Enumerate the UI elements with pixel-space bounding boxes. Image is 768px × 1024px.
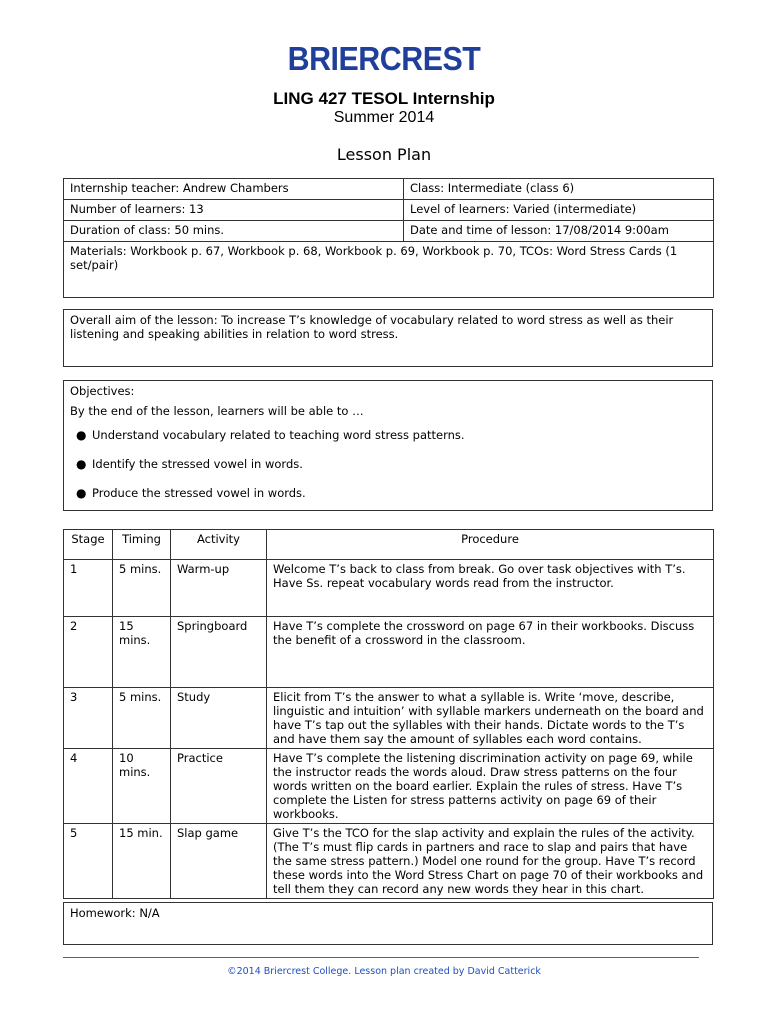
list-item (70, 428, 706, 442)
procedure-cell: Have T’s complete the listening discrimination activity on page 69, while the instructor reads the words aloud. Draw stress patterns on the four words written on the board earlier. Explain the rules of stress. Have T’s complete the Listen for stress patterns activity on page 69 of their workbooks. (267, 749, 714, 824)
stage-cell: 4 (64, 749, 113, 824)
timing-header: Timing (113, 530, 171, 560)
table-row (64, 749, 714, 824)
footer-text: ©2014 Briercrest College. Lesson plan created by David Catterick (227, 966, 541, 977)
procedure-cell: Have T’s complete the crossword on page 67 in their workbooks. Discuss the benefit of a crossword in the classroom. (267, 617, 714, 688)
aim-box (63, 309, 713, 367)
materials-cell: Materials: Workbook p. 67, Workbook p. 68, Workbook p. 69, Workbook p. 70, TCOs: Word Stress Cards (1 set/pair) (64, 242, 714, 298)
procedure-cell: Elicit from T’s the answer to what a syllable is. Write ‘move, describe, linguistic and intuition’ with syllable markers underneath on the board and have T’s tap out the syllables with their hands. Dictate words to the T’s and have them say the amount of syllables each word contains. (267, 688, 714, 749)
stage-cell: 3 (64, 688, 113, 749)
stage-header: Stage (64, 530, 113, 560)
objectives-heading: Objectives: (70, 384, 135, 398)
table-row (64, 560, 714, 617)
learners-cell: Number of learners: 13 (64, 200, 404, 221)
activity-cell: Warm-up (171, 560, 267, 617)
term: Summer 2014 (333, 109, 435, 126)
procedure-cell: Welcome T’s back to class from break. Go over task objectives with T’s. Have Ss. repeat vocabulary words read from the instructor. (267, 560, 714, 617)
timing-cell: 15 mins. (113, 617, 171, 688)
timing-cell: 5 mins. (113, 688, 171, 749)
course-title: LING 427 TESOL Internship (273, 89, 495, 108)
level-cell: Level of learners: Varied (intermediate) (404, 200, 714, 221)
objectives-box (63, 380, 713, 511)
bullet-icon: ● (76, 457, 87, 471)
table-row (64, 617, 714, 688)
activity-cell: Practice (171, 749, 267, 824)
list-item (70, 457, 706, 471)
teacher-cell: Internship teacher: Andrew Chambers (64, 179, 404, 200)
procedure-header-row (64, 530, 714, 560)
timing-cell: 10 mins. (113, 749, 171, 824)
info-row (64, 221, 714, 242)
info-row (64, 200, 714, 221)
list-item (70, 486, 706, 500)
info-table (63, 178, 714, 298)
activity-cell: Springboard (171, 617, 267, 688)
bullet-icon: ● (76, 486, 87, 500)
stage-cell: 1 (64, 560, 113, 617)
activity-header: Activity (171, 530, 267, 560)
bullet-icon: ● (76, 428, 87, 442)
homework-text: Homework: N/A (70, 906, 160, 920)
procedure-header: Procedure (267, 530, 714, 560)
footer-divider (63, 957, 699, 958)
stage-cell: 2 (64, 617, 113, 688)
class-cell: Class: Intermediate (class 6) (404, 179, 714, 200)
timing-cell: 5 mins. (113, 560, 171, 617)
page-title: Lesson Plan (336, 145, 432, 164)
duration-cell: Duration of class: 50 mins. (64, 221, 404, 242)
table-row (64, 688, 714, 749)
objective-text: Understand vocabulary related to teaching word stress patterns. (92, 428, 465, 442)
objective-text: Identify the stressed vowel in words. (92, 457, 303, 471)
table-row (64, 824, 714, 899)
stage-cell: 5 (64, 824, 113, 899)
info-row (64, 242, 714, 298)
procedure-table (63, 529, 714, 899)
objective-text: Produce the stressed vowel in words. (92, 486, 306, 500)
logo: BRIERCREST (287, 40, 481, 77)
objectives-intro: By the end of the lesson, learners will be able to … (70, 404, 364, 418)
homework-box (63, 902, 713, 945)
timing-cell: 15 min. (113, 824, 171, 899)
aim-text: Overall aim of the lesson: To increase T’s knowledge of vocabulary related to word stress as well as their listening and speaking abilities in relation to word stress. (70, 313, 674, 341)
datetime-cell: Date and time of lesson: 17/08/2014 9:00am (404, 221, 714, 242)
activity-cell: Study (171, 688, 267, 749)
info-row (64, 179, 714, 200)
procedure-cell: Give T’s the TCO for the slap activity and explain the rules of the activity. (The T’s must flip cards in partners and race to slap and pairs that have the same stress pattern.) Model one round for the group. Have T’s record these words into the Word Stress Chart on page 70 of their workbooks and tell them they can record any new words they hear in this chart. (267, 824, 714, 899)
activity-cell: Slap game (171, 824, 267, 899)
